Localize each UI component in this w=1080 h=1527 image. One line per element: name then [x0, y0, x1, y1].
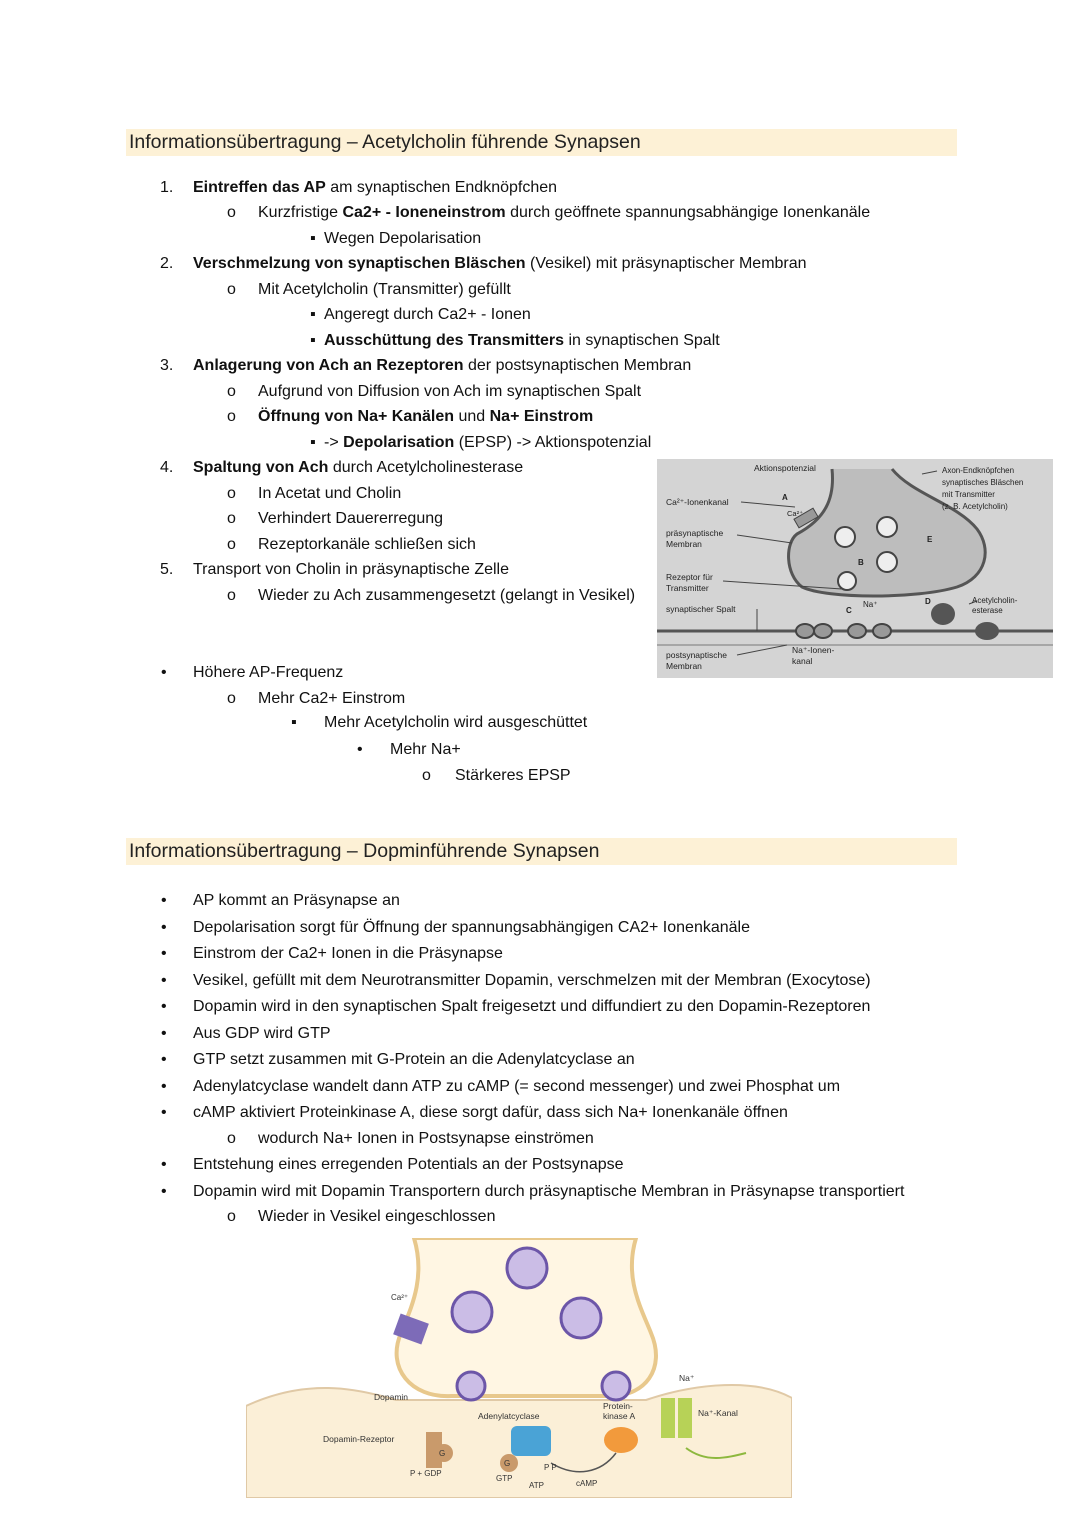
s2-3-marker: • — [161, 972, 167, 989]
fig2-label-pp: P P — [544, 1463, 557, 1472]
fig2-label-camp: cAMP — [576, 1479, 598, 1488]
fig2-label-protein-2: kinase A — [603, 1411, 636, 1421]
s2-10-item: Entstehung eines erregenden Potentials an der Postsynapse — [193, 1156, 624, 1173]
s1-18-item: Mehr Ca2+ Einstrom — [258, 690, 406, 707]
label-d: D — [925, 597, 931, 606]
label-b: B — [858, 558, 864, 567]
s1-9-item: Öffnung von Na+ Kanälen und Na+ Einstrom — [258, 408, 594, 425]
s1-10-item: -> Depolarisation (EPSP) -> Aktionspotenzial — [324, 434, 652, 451]
s1-16-marker: o — [227, 587, 236, 604]
s1-3-marker: 2. — [160, 255, 174, 272]
s1-11-item: Spaltung von Ach durch Acetylcholinesterase — [193, 459, 524, 476]
s2-3-item: Vesikel, gefüllt mit dem Neurotransmitter Dopamin, verschmelzen mit der Membran (Exocytose) — [193, 972, 871, 989]
s2-9-item: wodurch Na+ Ionen in Postsynapse einströmen — [258, 1130, 594, 1147]
s1-14-marker: o — [227, 536, 236, 553]
label-na: Na⁺ — [863, 600, 878, 609]
fig2-label-rezeptor: Dopamin-Rezeptor — [323, 1434, 395, 1444]
label-beispiel: (z. B. Acetylcholin) — [942, 502, 1008, 511]
fig2-label-dopamin: Dopamin — [374, 1392, 409, 1402]
s1-21-marker: o — [422, 767, 431, 784]
fig2-label-pgdp: P + GDP — [410, 1469, 442, 1478]
s1-5-marker: ▪ — [310, 306, 316, 323]
s1-13-item: Verhindert Dauererregung — [258, 510, 444, 527]
s1-20-marker: • — [357, 741, 363, 758]
label-aktionspotenzial: Aktionspotenzial — [754, 463, 816, 473]
s1-11-marker: 4. — [160, 459, 174, 476]
fig2-label-adenylat: Adenylatcyclase — [478, 1411, 540, 1421]
s2-4-marker: • — [161, 998, 167, 1015]
label-esterase-1: Acetylcholin- — [972, 596, 1018, 605]
label-na-kanal-2: kanal — [792, 656, 813, 666]
s2-7-marker: • — [161, 1078, 167, 1095]
dopamin-synapse-figure — [246, 1238, 792, 1498]
s2-5-item: Aus GDP wird GTP — [193, 1025, 331, 1042]
label-transmitter: mit Transmitter — [942, 490, 995, 499]
section-heading-acetylcholin: Informationsübertragung – Acetylcholin führende Synapsen — [126, 129, 957, 156]
label-a: A — [782, 493, 788, 502]
s2-12-marker: o — [227, 1208, 236, 1225]
s2-12-item: Wieder in Vesikel eingeschlossen — [258, 1208, 496, 1225]
s2-1-item: Depolarisation sorgt für Öffnung der spannungsabhängigen CA2+ Ionenkanäle — [193, 919, 750, 936]
s1-19-marker: ▪ — [291, 714, 297, 731]
fig2-label-g2: G — [504, 1459, 511, 1468]
s2-2-item: Einstrom der Ca2+ Ionen in die Präsynapse — [193, 945, 503, 962]
label-rezeptor-1: Rezeptor für — [666, 572, 713, 582]
s2-5-marker: • — [161, 1025, 167, 1042]
s2-1-marker: • — [161, 919, 167, 936]
s2-8-marker: • — [161, 1104, 167, 1121]
s1-6-item: Ausschüttung des Transmitters in synaptischen Spalt — [324, 332, 720, 349]
s2-8-item: cAMP aktiviert Proteinkinase A, diese sorgt dafür, dass sich Na+ Ionenkanäle öffnen — [193, 1104, 788, 1121]
label-axon: Axon-Endknöpfchen — [942, 466, 1015, 475]
s2-2-marker: • — [161, 945, 167, 962]
label-rezeptor-2: Transmitter — [666, 583, 709, 593]
label-praesyn-1: präsynaptische — [666, 528, 724, 538]
label-ca-kanal: Ca²⁺-Ionenkanal — [666, 497, 729, 507]
label-praesyn-2: Membran — [666, 539, 702, 549]
s1-8-marker: o — [227, 383, 236, 400]
s1-17-marker: • — [161, 664, 167, 681]
s1-2-item: Wegen Depolarisation — [324, 230, 482, 247]
s1-10-marker: ▪ — [310, 434, 316, 451]
section-heading-dopamin: Informationsübertragung – Dopminführende Synapsen — [126, 838, 957, 865]
s2-11-item: Dopamin wird mit Dopamin Transportern durch präsynaptische Membran in Präsynapse transportiert — [193, 1183, 905, 1200]
s2-11-marker: • — [161, 1183, 167, 1200]
s1-18-marker: o — [227, 690, 236, 707]
s1-7-item: Anlagerung von Ach an Rezeptoren der postsynaptischen Membran — [193, 357, 692, 374]
s2-9-marker: o — [227, 1130, 236, 1147]
label-ca: Ca²⁺ — [787, 509, 804, 518]
fig2-label-nakanal: Na⁺-Kanal — [698, 1408, 738, 1418]
fig2-label-atp: ATP — [529, 1481, 544, 1490]
s1-20-item: Mehr Na+ — [390, 741, 461, 758]
s1-5-item: Angeregt durch Ca2+ - Ionen — [324, 306, 531, 323]
s1-21-item: Stärkeres EPSP — [455, 767, 571, 784]
s1-7-marker: 3. — [160, 357, 174, 374]
s2-6-marker: • — [161, 1051, 167, 1068]
s2-6-item: GTP setzt zusammen mit G-Protein an die Adenylatcyclase an — [193, 1051, 635, 1068]
fig2-label-na: Na⁺ — [679, 1373, 695, 1383]
acetylcholin-synapse-figure — [657, 459, 1053, 678]
s1-16-item: Wieder zu Ach zusammengesetzt (gelangt in Vesikel) — [258, 587, 636, 604]
s1-0-item: Eintreffen das AP am synaptischen Endknöpfchen — [193, 179, 558, 196]
label-c: C — [846, 606, 852, 615]
s2-0-marker: • — [161, 892, 167, 909]
s1-8-item: Aufgrund von Diffusion von Ach im synaptischen Spalt — [258, 383, 642, 400]
fig2-label-gtp: GTP — [496, 1474, 513, 1483]
label-postsyn-1: postsynaptische — [666, 650, 727, 660]
label-blaeschen: synaptisches Bläschen — [942, 478, 1024, 487]
label-na-kanal-1: Na⁺-Ionen- — [792, 645, 835, 655]
label-e: E — [927, 535, 933, 544]
s1-4-marker: o — [227, 281, 236, 298]
fig2-label-g1: G — [439, 1449, 446, 1458]
fig2-label-ca: Ca²⁺ — [391, 1293, 409, 1302]
s1-0-marker: 1. — [160, 179, 174, 196]
label-esterase-2: esterase — [972, 606, 1003, 615]
s1-6-marker: ▪ — [310, 332, 316, 349]
s1-1-item: Kurzfristige Ca2+ - Ioneneinstrom durch geöffnete spannungsabhängige Ionenkanäle — [258, 204, 871, 221]
s1-15-marker: 5. — [160, 561, 174, 578]
fig2-label-protein-1: Protein- — [603, 1401, 633, 1411]
s2-0-item: AP kommt an Präsynapse an — [193, 892, 400, 909]
s1-9-marker: o — [227, 408, 236, 425]
s1-12-marker: o — [227, 485, 236, 502]
s1-17-item: Höhere AP-Frequenz — [193, 664, 344, 681]
s1-4-item: Mit Acetylcholin (Transmitter) gefüllt — [258, 281, 511, 298]
s1-12-item: In Acetat und Cholin — [258, 485, 402, 502]
label-spalt: synaptischer Spalt — [666, 604, 736, 614]
s1-19-item: Mehr Acetylcholin wird ausgeschüttet — [324, 714, 588, 731]
s1-2-marker: ▪ — [310, 230, 316, 247]
s1-15-item: Transport von Cholin in präsynaptische Zelle — [193, 561, 510, 578]
s2-7-item: Adenylatcyclase wandelt dann ATP zu cAMP (= second messenger) und zwei Phosphat um — [193, 1078, 841, 1095]
s1-3-item: Verschmelzung von synaptischen Bläschen (Vesikel) mit präsynaptischer Membran — [193, 255, 807, 272]
s1-14-item: Rezeptorkanäle schließen sich — [258, 536, 476, 553]
label-postsyn-2: Membran — [666, 661, 702, 671]
s2-4-item: Dopamin wird in den synaptischen Spalt freigesetzt und diffundiert zu den Dopamin-Rezeptoren — [193, 998, 871, 1015]
s1-1-marker: o — [227, 204, 236, 221]
s2-10-marker: • — [161, 1156, 167, 1173]
s1-13-marker: o — [227, 510, 236, 527]
